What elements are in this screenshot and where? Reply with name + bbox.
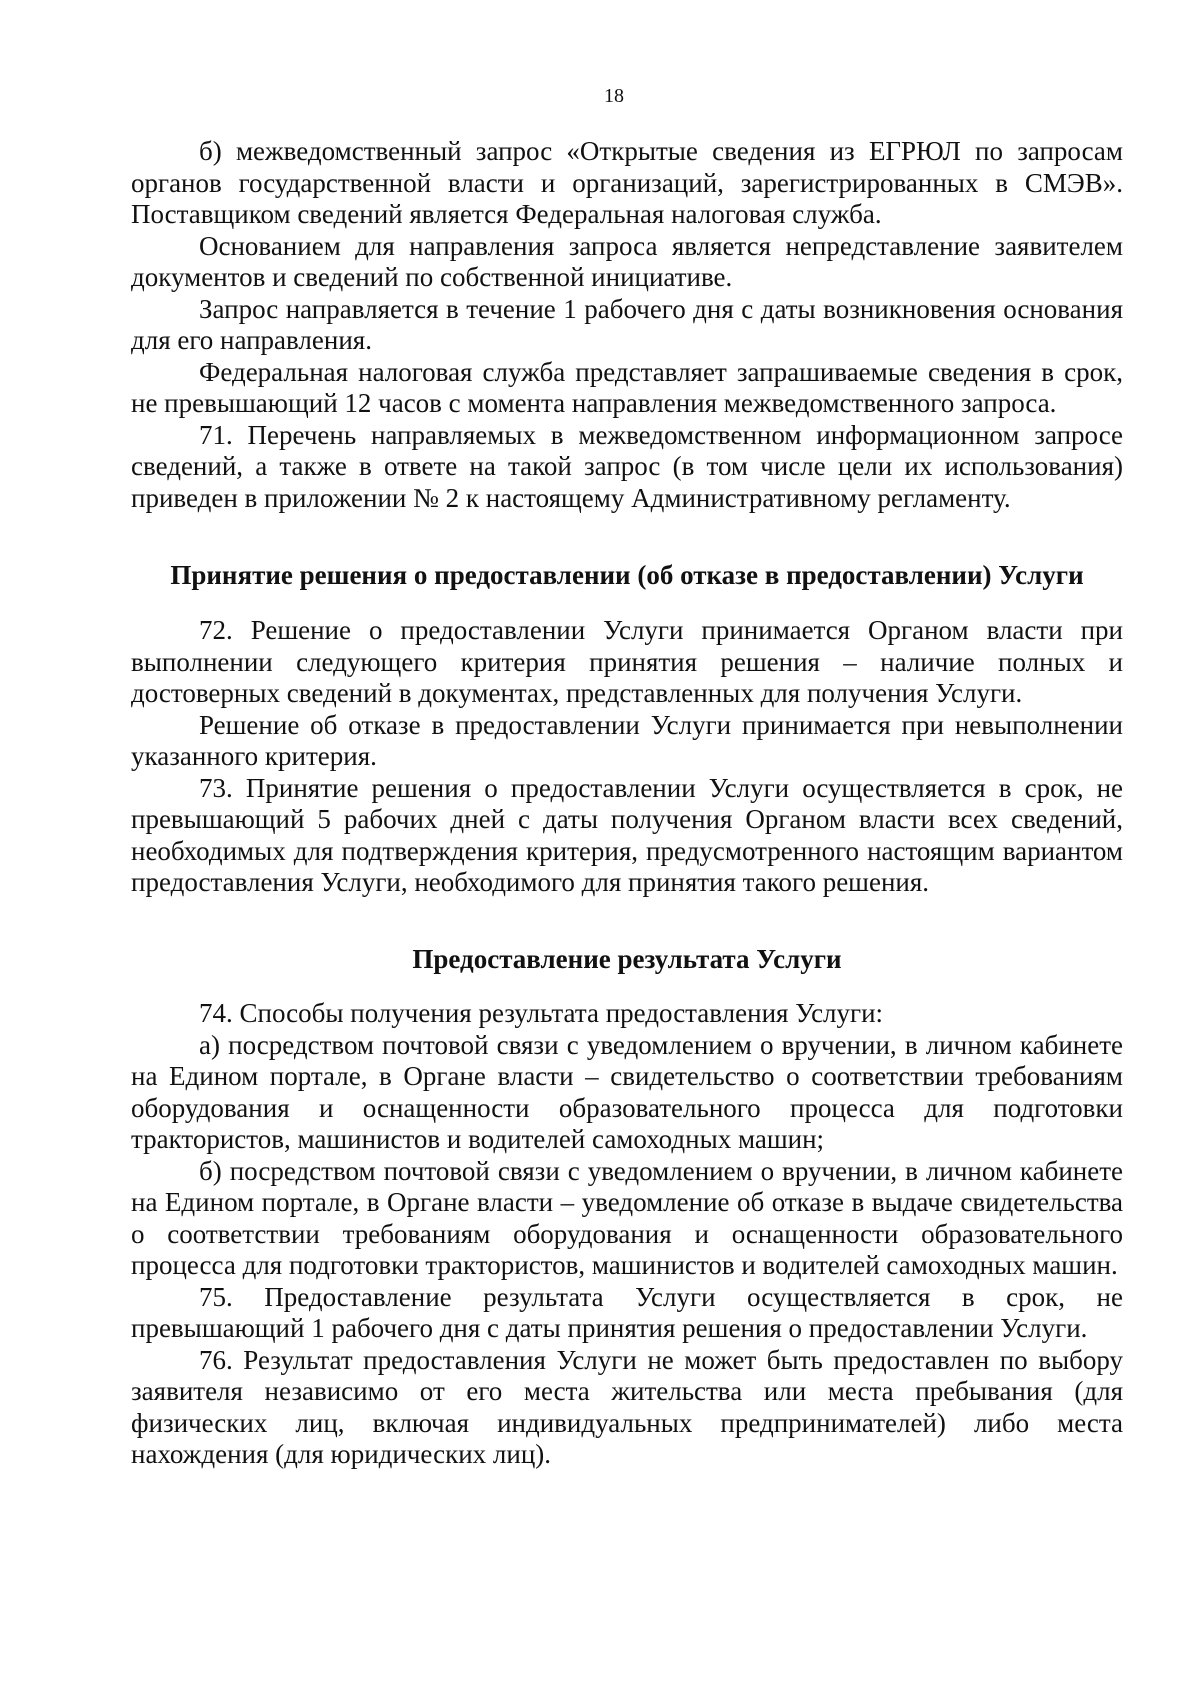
paragraph-refusal-decision: Решение об отказе в предоставлении Услуги принимается при невыполнении указанного критерия. xyxy=(131,709,1123,771)
paragraph-tax-service-term: Федеральная налоговая служба представляет запрашиваемые сведения в срок, не превышающий 12 часов с момента направления межведомственного запроса. xyxy=(131,356,1123,418)
section-heading-decision-wrap xyxy=(131,560,1123,592)
paragraph-74-a: а) посредством почтовой связи с уведомлением о вручении, в личном кабинете на Едином портале, в Органе власти – свидетельство о соответствии требованиям оборудования и оснащенности образовательного процесса для подготовки трактористов, машинистов и водителей самоходных машин; xyxy=(131,1029,1123,1154)
section-heading-decision: Принятие решения о предоставлении (об отказе в предоставлении) Услуги xyxy=(170,560,1084,590)
section-heading-result: Предоставление результата Услуги xyxy=(412,944,842,974)
paragraph-request-basis: Основанием для направления запроса является непредставление заявителем документов и сведений по собственной инициативе. xyxy=(131,230,1123,292)
section-result xyxy=(131,998,1123,1471)
paragraph-request-term: Запрос направляется в течение 1 рабочего дня с даты возникновения основания для его направления. xyxy=(131,293,1123,355)
paragraph-74-b: б) посредством почтовой связи с уведомлением о вручении, в личном кабинете на Едином портале, в Органе власти – уведомление об отказе в выдаче свидетельства о соответствии требованиям оборудования и оснащенности образовательного процесса для подготовки трактористов, машинистов и водителей самоходных машин. xyxy=(131,1155,1123,1280)
paragraph-request-b: б) межведомственный запрос «Открытые сведения из ЕГРЮЛ по запросам органов государственной власти и организаций, зарегистрированных в СМЭВ». Поставщиком сведений является Федеральная налоговая служба. xyxy=(131,136,1123,229)
paragraph-75: 75. Предоставление результата Услуги осуществляется в срок, не превышающий 1 рабочего дня с даты принятия решения о предоставлении Услуги. xyxy=(131,1281,1123,1343)
paragraph-74: 74. Способы получения результата предоставления Услуги: xyxy=(199,998,884,1028)
page-number: 18 xyxy=(604,85,624,107)
paragraph-71: 71. Перечень направляемых в межведомственном информационном запросе сведений, а также в ответе на такой запрос (в том числе цели их использования) приведен в приложении № 2 к настоящему Административному регламенту. xyxy=(131,419,1123,513)
paragraph-73: 73. Принятие решения о предоставлении Услуги осуществляется в срок, не превышающий 5 рабочих дней с даты получения Органом власти всех сведений, необходимых для подтверждения критерия, предусмотренного настоящим вариантом предоставления Услуги, необходимого для принятия такого решения. xyxy=(131,772,1123,897)
section-heading-result-wrap xyxy=(131,944,1123,976)
section-interagency-request xyxy=(131,136,1123,514)
section-decision xyxy=(131,615,1123,899)
paragraph-72: 72. Решение о предоставлении Услуги принимается Органом власти при выполнении следующего критерия принятия решения – наличие полных и достоверных сведений в документах, представленных для получения Услуги. xyxy=(131,615,1123,708)
paragraph-76: 76. Результат предоставления Услуги не может быть предоставлен по выбору заявителя независимо от его места жительства или места пребывания (для физических лиц, включая индивидуальных предпринимателей) либо места нахождения (для юридических лиц). xyxy=(131,1344,1123,1469)
